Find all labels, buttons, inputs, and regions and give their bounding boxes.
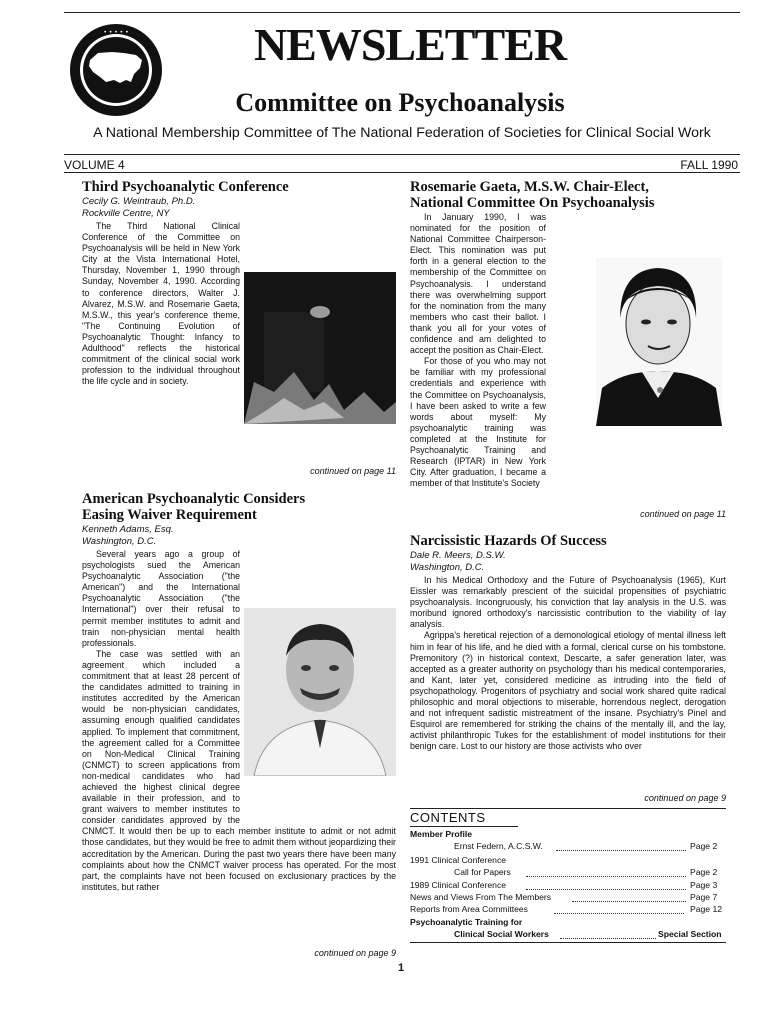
tagline: A National Membership Committee of The National Federation of Societies for Clinical Social Work xyxy=(93,125,711,141)
contents-item-page: Special Section xyxy=(658,929,722,939)
narcissistic-author: Dale R. Meers, D.S.W. xyxy=(410,550,506,561)
contents-item-page: Page 7 xyxy=(690,892,718,902)
contents-item-label: 1989 Clinical Conference xyxy=(410,880,507,890)
chair-paragraph-1: In January 1990, I was nominated for the position of National Committee Chairperson-Elect. This nomination was put forth in a general election to the membership of the Committee on Psychoanalysis. I understand there was overwhelming support for the nomination from the many members who cast their ballot. I thank you all for your votes of confidence and am delighted to accept the position as Chair-Elect. xyxy=(410,212,546,356)
svg-text:• • • • •: • • • • • xyxy=(103,29,129,36)
contents-item-label: 1991 Clinical Conference xyxy=(410,855,507,865)
conference-continued: continued on page 11 xyxy=(310,466,396,476)
narcissistic-continued: continued on page 9 xyxy=(644,793,726,803)
waiver-headline-1: American Psychoanalytic Considers xyxy=(82,491,306,507)
contents-item-label: Psychoanalytic Training for xyxy=(410,917,523,927)
narcissistic-location: Washington, D.C. xyxy=(410,562,485,573)
contents-item-sub: Clinical Social Workers xyxy=(454,929,549,939)
waiver-author: Kenneth Adams, Esq. xyxy=(82,524,174,535)
contents-leader xyxy=(554,913,684,914)
contents-item-label: News and Views From The Members xyxy=(410,892,552,902)
contents-leader xyxy=(526,876,686,877)
waiver-photo-wrap xyxy=(240,597,396,821)
conference-photo-wrap xyxy=(240,221,396,425)
chair-continued: continued on page 11 xyxy=(640,509,726,519)
masthead-rule-top xyxy=(64,154,740,155)
waiver-body xyxy=(82,549,396,893)
contents-item-page: Page 3 xyxy=(690,880,718,890)
waiver-continued: continued on page 9 xyxy=(314,948,396,958)
waiver-location: Washington, D.C. xyxy=(82,536,157,547)
contents-heading-underline xyxy=(410,826,518,827)
contents-item-label: Member Profile xyxy=(410,829,473,839)
conference-headline: Third Psychoanalytic Conference xyxy=(82,179,289,195)
contents-leader xyxy=(560,938,656,939)
contents-leader xyxy=(556,850,686,851)
page-number: 1 xyxy=(398,962,405,974)
narcissistic-paragraph-2: Agrippa's heretical rejection of a demonological etiology of mental illness left him in fear of his life, and he died with a formal, clerical curse on his tombstone. Premonitory (?) in historical context, Descarte, a safer generation later, was accepted as a greater authority on psychology than his medical contemporaries, and Kant, later yet, considered medicine as intruding into the field of psychopathology. Progenitors of psychiatry and social work shared quite radical philosophic and moral objections to miserable, horrendous neglect, derogation and not infrequent sadistic mistreatment of the insane. Psychiatry's Pinel and Esquirol are remembered for striking the chains of the mentally ill, and the lay, activist philanthropic Tukes for the establishment of model institutions for their benign care. Lost to our history are those activists who over xyxy=(410,630,726,752)
narcissistic-body xyxy=(410,575,726,753)
volume-label: VOLUME 4 xyxy=(64,158,125,172)
narcissistic-paragraph-1: In his Medical Orthodoxy and the Future of Psychoanalysis (1965), Kurt Eissler was remarkably prescient of the suicidal propensities of psychiatric psychoanalysis. Incongruously, his conviction that lay analysis in the U.S. was moribund ignored orthodoxy's narcissistic contribution to the viability of lay analysis. xyxy=(410,575,726,630)
committee-subtitle: Committee on Psychoanalysis xyxy=(235,88,565,117)
narcissistic-headline: Narcissistic Hazards Of Success xyxy=(410,533,607,549)
waiver-paragraph-1: Several years ago a group of psychologists sued the American Psychoanalytic Association ("the American") and the International Psychoanalytic Association ("the International") over their refusal to permit member institutes to admit and train non-physician mental health professionals. xyxy=(82,549,240,648)
issue-date: FALL 1990 xyxy=(680,158,738,172)
conference-author: Cecily G. Weintraub, Ph.D. xyxy=(82,196,196,207)
contents-item-page: Page 2 xyxy=(690,841,718,851)
chair-photo-wrap xyxy=(546,258,726,474)
contents-bottom-rule xyxy=(410,942,726,943)
conference-body xyxy=(82,221,396,425)
contents-item-label: Reports from Area Committees xyxy=(410,904,528,914)
contents-item-sub: Ernst Federn, A.C.S.W. xyxy=(454,841,543,851)
chair-paragraph-2: For those of you who may not be familiar with my professional credentials and experience with the Committee on Psychoanalysis, I have been asked to write a few words about myself: My psychoanalytic training was completed at the Institute for Psychoanalytic Training and Research (IPTAR) in New York City. After graduation, I became a member of that Institute's Society xyxy=(410,356,546,489)
chair-headline-2: National Committee On Psychoanalysis xyxy=(410,195,655,211)
contents-leader xyxy=(526,889,686,890)
chair-headline-1: Rosemarie Gaeta, M.S.W. Chair-Elect, xyxy=(410,179,649,195)
contents-item-page: Page 2 xyxy=(690,867,718,877)
conference-location: Rockville Centre, NY xyxy=(82,208,170,219)
waiver-paragraph-2: The case was settled with an agreement which included a commitment that at least 28 percent of the candidates admitted to training in institutes accredited by the American would be non-physician candidates, assuming enough qualified candidates applied. To implement that commitment, the agreement called for a Committee on Non-Medical Clinical Training (CNMCT) to screen applications from non-medical candidates who had achieved the highest clinical degree available in their profession, and to grant waivers to member institutes to consider candidates approved by the CNMCT. It would then be up to each member institute to admit or not admit those candidates, but they would be free to admit them without jeopardizing their accreditation by the American. During the past two years there have been many complaints about how the CNMCT waiver process has operated. For the most part, the complaints have not been focused on exclusionary practices by the institutes, but rather xyxy=(82,648,396,892)
contents-heading: CONTENTS xyxy=(410,810,486,825)
federation-seal-logo xyxy=(68,22,164,118)
contents-leader xyxy=(572,901,686,902)
masthead-rule-bottom xyxy=(64,172,740,173)
contents-item-page: Page 12 xyxy=(690,904,723,914)
contents-item-sub: Call for Papers xyxy=(454,867,511,877)
contents-rule xyxy=(410,808,726,809)
top-rule xyxy=(64,12,740,13)
chair-body xyxy=(410,212,726,489)
newsletter-title: NEWSLETTER xyxy=(253,19,567,70)
conference-paragraph: The Third National Clinical Conference of the Committee on Psychoanalysis will be held in New York City at the Vista International Hotel, Thursday, November 1, 1990 through Sunday, November 4, 1990. According to conference directors, Walter J. Alvarez, M.S.W. and Rosemarie Gaeta, M.S.W., this year's conference theme, "The Continuing Evolution of Psychoanalytic Thought: Infancy to Adulthood" reflects the historical commitment of the clinical social work profession to the individual throughout the life cycle and in society. xyxy=(82,221,240,387)
waiver-headline-2: Easing Waiver Requirement xyxy=(82,507,257,523)
